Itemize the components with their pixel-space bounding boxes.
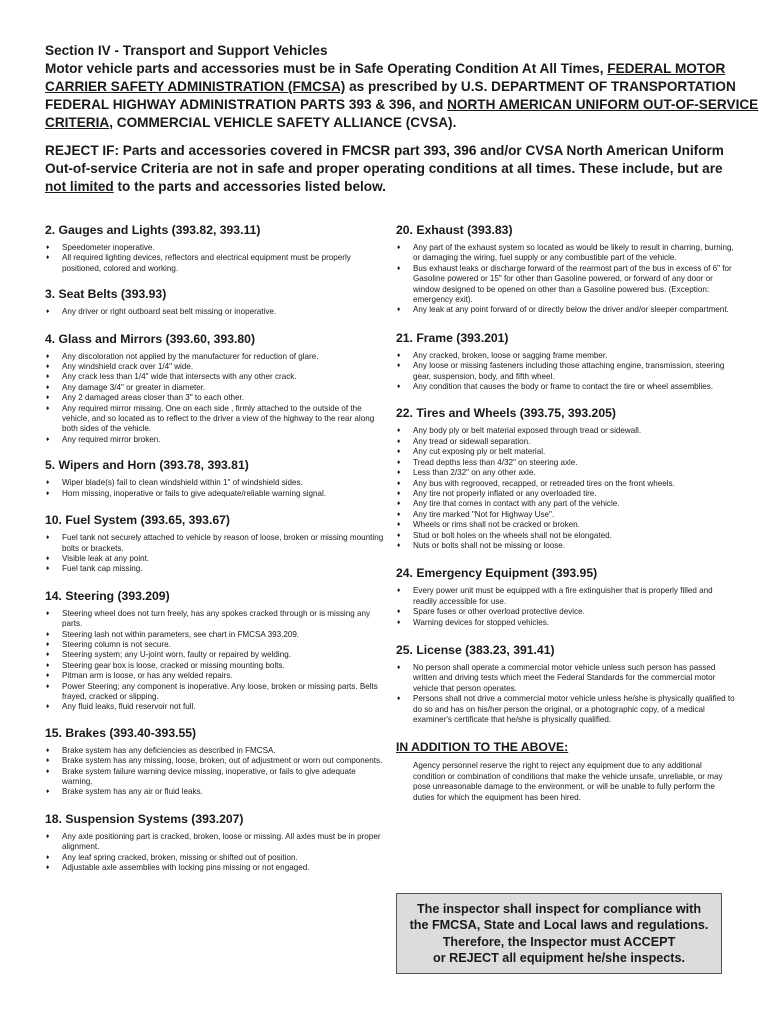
not-limited-text: not limited	[45, 179, 114, 194]
list-item: ♦ Any tread or sidewall separation.	[396, 437, 736, 447]
intro-text: as prescribed by U.S. DEPARTMENT OF TRANSPORTATION	[345, 79, 736, 94]
list-item: ♦ Fuel tank cap missing.	[45, 564, 385, 574]
list-item: ♦ Brake system failure warning device missing, inoperative, or fails to give adequate warning.	[45, 767, 385, 788]
section-heading: 5. Wipers and Horn (393.78, 393.81)	[45, 458, 249, 473]
reject-text: to the parts and accessories listed below.	[113, 179, 386, 194]
list-item: ♦ Any windshield crack over 1/4" wide.	[45, 362, 385, 372]
section-heading: 4. Glass and Mirrors (393.60, 393.80)	[45, 331, 256, 346]
section-heading: 18. Suspension Systems (393.207)	[45, 811, 244, 826]
section-heading: 3. Seat Belts (393.93)	[45, 287, 167, 302]
requirement-list	[45, 243, 385, 274]
requirement-list	[45, 307, 385, 317]
list-item: ♦ Every power unit must be equipped with a fire extinguisher that is properly filled and readily accessible for use.	[396, 586, 736, 607]
section-exhaust	[396, 222, 736, 316]
section-brakes	[45, 725, 385, 798]
oos-criteria-ref-part2: CRITERIA	[45, 115, 110, 130]
section-heading: 2. Gauges and Lights (393.82, 393.11)	[45, 223, 261, 237]
reject-if-paragraph	[45, 142, 745, 196]
list-item: ♦ Steering gear box is loose, cracked or missing mounting bolts.	[45, 661, 385, 671]
list-item: ♦ Any leaf spring cracked, broken, missing or shifted out of position.	[45, 853, 385, 863]
requirement-list	[45, 478, 385, 499]
list-item: ♦ Any loose or missing fasteners including those attaching engine, transmission, steering gear, suspension, body, and fifth wheel.	[396, 361, 736, 382]
list-item: ♦ Any driver or right outboard seat belt missing or inoperative.	[45, 307, 385, 317]
section-title: Section IV - Transport and Support Vehicles	[45, 43, 328, 58]
list-item: ♦ Tread depths less than 4/32" on steering axle.	[396, 458, 736, 468]
list-item: ♦ Persons shall not drive a commercial motor vehicle unless he/she is physically qualified to do so and has on his/her person the original, or a photographic copy, of a medical examiner's certificate that he/she is physically qualified.	[396, 694, 736, 725]
intro-line-2	[45, 60, 735, 78]
list-item: ♦ Bus exhaust leaks or discharge forward of the rearmost part of the bus in excess of 6" for Gasoline powered or 15" for other than Gasoline powered, or forward of any door or window designed to be opened on other than a Gasoline powered bus. (Exception: emergency exit).	[396, 264, 736, 306]
list-item: ♦ Any tire not properly inflated or any overloaded tire.	[396, 489, 736, 499]
list-item: ♦ Any condition that causes the body or frame to contact the tire or wheel assemblies.	[396, 382, 736, 392]
list-item: ♦ Any damage 3/4" or greater in diameter.	[45, 383, 385, 393]
list-item: ♦ Steering system; any U-joint worn, faulty or repaired by welding.	[45, 650, 385, 660]
list-item: ♦ Brake system has any missing, loose, broken, out of adjustment or worn out components.	[45, 756, 385, 766]
list-item: ♦ Less than 2/32" on any other axle.	[396, 468, 736, 478]
section-wipers-and-horn	[45, 457, 385, 499]
reject-text: REJECT IF: Parts and accessories covered in FMCSR part 393, 396 and/or CVSA North American Uniform Out-of-service Criteria are not in safe and proper operating conditions at all times. These include, but are	[45, 143, 724, 176]
intro-text: Motor vehicle parts and accessories must be in Safe Operating Condition At All Times,	[45, 61, 608, 76]
list-item: ♦ Any leak at any point forward of or directly below the driver and/or sleeper compartment.	[396, 305, 736, 315]
list-item: ♦ Spare fuses or other overload protective device.	[396, 607, 736, 617]
section-heading: 21. Frame (393.201)	[396, 330, 509, 345]
requirement-list	[45, 609, 385, 713]
inspector-notice-text: The inspector shall inspect for compliance with the FMCSA, State and Local laws and regulations. Therefore, the Inspector must ACCEPT or REJECT all equipment he/she inspects.	[409, 901, 709, 965]
section-heading: 25. License (383.23, 391.41)	[396, 642, 555, 657]
list-item: ♦ Power Steering; any component is inoperative. Any loose, broken or missing parts. Belts frayed, cracked or slipping.	[45, 682, 385, 703]
section-seat-belts	[45, 286, 385, 317]
section-heading: 14. Steering (393.209)	[45, 588, 170, 603]
requirement-list	[396, 426, 736, 551]
requirement-list	[396, 586, 736, 628]
list-item: ♦ Fuel tank not securely attached to vehicle by reason of loose, broken or missing mounting bolts or brackets.	[45, 533, 385, 554]
list-item: ♦ Any cracked, broken, loose or sagging frame member.	[396, 351, 736, 361]
addition-block	[396, 739, 736, 803]
section-glass-and-mirrors	[45, 331, 385, 446]
list-item: ♦ Visible leak at any point.	[45, 554, 385, 564]
list-item: ♦ Any required mirror broken.	[45, 435, 385, 445]
list-item: ♦ Adjustable axle assemblies with locking pins missing or not engaged.	[45, 863, 385, 873]
list-item: ♦ Horn missing, inoperative or fails to give adequate/reliable warning signal.	[45, 489, 385, 499]
requirement-list	[45, 746, 385, 798]
list-item: ♦ Warning devices for stopped vehicles.	[396, 618, 736, 628]
section-steering	[45, 588, 385, 713]
list-item: ♦ Any required mirror missing. One on each side , firmly attached to the outside of the vehicle, and so located as to reflect to the driver a view of the highway to the rear along both sides of the vehicle.	[45, 404, 385, 435]
section-heading: 20. Exhaust (393.83)	[396, 223, 513, 237]
fmcsa-ref-part2: CARRIER SAFETY ADMINISTRATION (FMCSA)	[45, 79, 346, 94]
list-item: ♦ Any part of the exhaust system so located as would be likely to result in charring, burning, or damaging the wiring, fuel supply or any combustible part of the vehicle.	[396, 243, 736, 264]
oos-criteria-ref-part1: NORTH AMERICAN UNIFORM OUT-OF-SERVICE	[447, 97, 759, 112]
section-gauges-and-lights	[45, 222, 385, 274]
list-item: ♦ Any discoloration not applied by the manufacturer for reduction of glare.	[45, 352, 385, 362]
list-item: ♦ Wheels or rims shall not be cracked or broken.	[396, 520, 736, 530]
addition-text: Agency personnel reserve the right to reject any equipment due to any additional condition or combination of conditions that make the vehicle unsafe, unreliable, or may pose unreasonable damage to the environment, or will be unable to fully perform the duties for which the equipment has been hired.	[413, 761, 723, 802]
list-item: ♦ Any body ply or belt material exposed through tread or sidewall.	[396, 426, 736, 436]
list-item: ♦ Pitman arm is loose, or has any welded repairs.	[45, 671, 385, 681]
intro-line-5	[45, 114, 735, 132]
list-item: ♦ Brake system has any deficiencies as described in FMCSA.	[45, 746, 385, 756]
list-item: ♦ Speedometer inoperative.	[45, 243, 385, 253]
intro-text: FEDERAL HIGHWAY ADMINISTRATION PARTS 393 & 396, and	[45, 97, 448, 112]
intro-text: , COMMERCIAL VEHICLE SAFETY ALLIANCE (CVSA).	[109, 115, 457, 130]
list-item: ♦ Any tire that comes in contact with any part of the vehicle.	[396, 499, 736, 509]
section-suspension-systems	[45, 811, 385, 874]
list-item: ♦ Any crack less than 1/4" wide that intersects with any other crack.	[45, 372, 385, 382]
section-heading: 22. Tires and Wheels (393.75, 393.205)	[396, 406, 616, 421]
requirement-list	[45, 832, 385, 874]
list-item: ♦ Nuts or bolts shall not be missing or loose.	[396, 541, 736, 551]
section-tires-and-wheels	[396, 405, 736, 551]
section-license	[396, 642, 736, 725]
left-column	[45, 222, 385, 885]
list-item: ♦ Wiper blade(s) fail to clean windshield within 1" of windshield sides.	[45, 478, 385, 488]
list-item: ♦ Steering column is not secure.	[45, 640, 385, 650]
addition-heading: IN ADDITION TO THE ABOVE:	[396, 740, 569, 755]
list-item: ♦ Steering wheel does not turn freely, has any spokes cracked through or is missing any parts.	[45, 609, 385, 630]
list-item: ♦ All required lighting devices, reflectors and electrical equipment must be properly positioned, colored and working.	[45, 253, 385, 274]
header-block	[45, 42, 759, 132]
intro-line-3	[45, 78, 735, 96]
requirement-list	[45, 533, 385, 575]
section-frame	[396, 330, 736, 393]
list-item: ♦ Any 2 damaged areas closer than 3" to each other.	[45, 393, 385, 403]
requirement-list	[396, 663, 736, 725]
list-item: ♦ Any tire marked "Not for Highway Use".	[396, 510, 736, 520]
section-heading: 10. Fuel System (393.65, 393.67)	[45, 513, 230, 528]
section-emergency-equipment	[396, 565, 736, 628]
list-item: ♦ No person shall operate a commercial motor vehicle unless such person has passed written and driving tests which meet the Federal Standards for the commercial motor vehicle that person operates.	[396, 663, 736, 694]
section-fuel-system	[45, 512, 385, 575]
right-column	[396, 222, 736, 803]
fmcsa-ref-part1: FEDERAL MOTOR	[607, 61, 726, 76]
section-heading: 24. Emergency Equipment (393.95)	[396, 566, 598, 581]
section-heading: 15. Brakes (393.40-393.55)	[45, 725, 197, 740]
list-item: ♦ Steering lash not within parameters, see chart in FMCSA 393.209.	[45, 630, 385, 640]
requirement-list	[396, 351, 736, 393]
list-item: ♦ Any cut exposing ply or belt material.	[396, 447, 736, 457]
intro-line-4	[45, 96, 759, 114]
requirement-list	[396, 243, 736, 316]
inspector-notice-box	[396, 893, 722, 974]
list-item: ♦ Stud or bolt holes on the wheels shall not be elongated.	[396, 531, 736, 541]
list-item: ♦ Brake system has any air or fluid leaks.	[45, 787, 385, 797]
section-heading	[45, 42, 735, 60]
list-item: ♦ Any axle positioning part is cracked, broken, loose or missing. All axles must be in proper alignment.	[45, 832, 385, 853]
list-item: ♦ Any fluid leaks, fluid reservoir not full.	[45, 702, 385, 712]
list-item: ♦ Any bus with regrooved, recapped, or retreaded tires on the front wheels.	[396, 479, 736, 489]
requirement-list	[45, 352, 385, 446]
